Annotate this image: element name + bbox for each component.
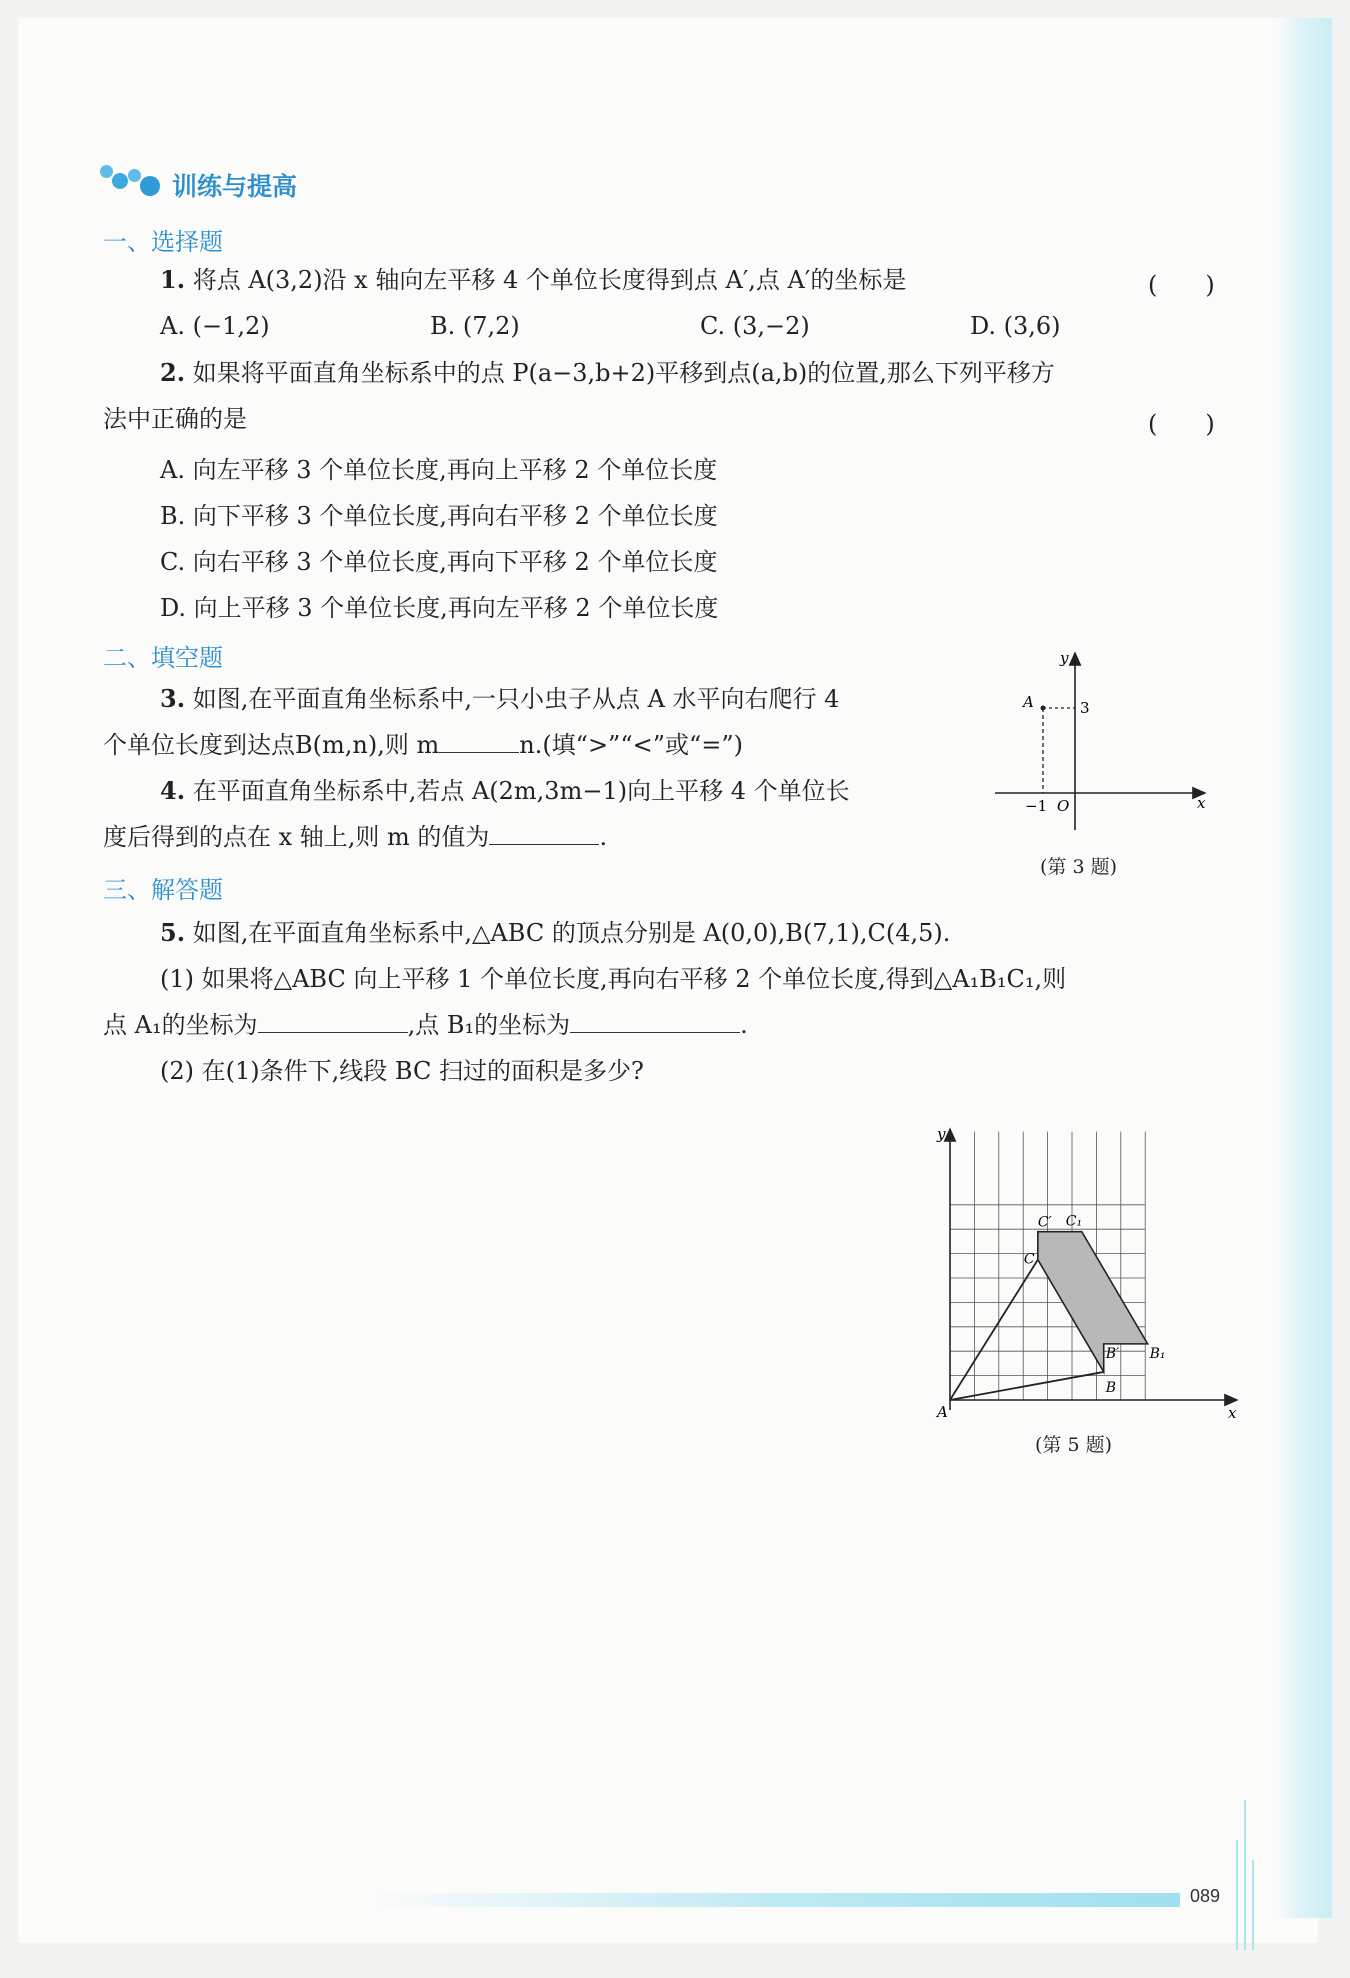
- q1-option-a: A. (−1,2): [160, 312, 270, 340]
- q5-text: [160, 918, 950, 948]
- q4-text-line2: [103, 822, 607, 852]
- q5-number: 5.: [160, 918, 186, 947]
- q3-label-3: 3: [1080, 699, 1090, 717]
- q5-figure-caption: (第 5 题): [1035, 1434, 1112, 1456]
- q5-part2: (2) 在(1)条件下,线段 BC 扫过的面积是多少?: [160, 1057, 644, 1085]
- section-answer-title: 三、解答题: [103, 876, 223, 904]
- q5-stem: 如图,在平面直角坐标系中,△ABC 的顶点分别是 A(0,0),B(7,1),C(4,5).: [192, 919, 951, 947]
- q5-a1-answer-blank[interactable]: [258, 1010, 408, 1033]
- q3-figure: [995, 645, 1215, 845]
- q3-figure-caption: (第 3 题): [1040, 856, 1117, 878]
- q4-answer-blank[interactable]: [489, 822, 599, 845]
- section-choice-title: 一、选择题: [103, 228, 223, 256]
- q2-stem-line1: 如果将平面直角坐标系中的点 P(a−3,b+2)平移到点(a,b)的位置,那么下列平移方: [192, 359, 1055, 387]
- q4-stem-line2a: 度后得到的点在 x 轴上,则 m 的值为: [103, 823, 490, 851]
- q5-part1-line2c: .: [740, 1011, 748, 1039]
- q5-label-b-prime: B′: [1105, 1345, 1120, 1362]
- q3-text-line2: [103, 730, 743, 760]
- q3-stem-line2b: n.(填“>”“<”或“=”): [519, 731, 743, 759]
- q3-label-a: A: [1023, 693, 1034, 711]
- page-number: 089: [1190, 1886, 1221, 1906]
- q2-option-b: B. 向下平移 3 个单位长度,再向右平移 2 个单位长度: [160, 502, 718, 530]
- q1-number: 1.: [160, 265, 186, 294]
- q5-label-c: C: [1023, 1251, 1035, 1268]
- q5-part1-line1: (1) 如果将△ABC 向上平移 1 个单位长度,再向右平移 2 个单位长度,得到△A₁B₁C₁,则: [160, 965, 1067, 993]
- q3-number: 3.: [160, 684, 186, 713]
- q1-answer-paren: ( ): [1148, 271, 1215, 299]
- q2-number: 2.: [160, 358, 186, 387]
- q3-point-a: [1041, 706, 1046, 711]
- q5-label-a: A: [937, 1403, 948, 1421]
- q5-part1-line2b: ,点 B₁的坐标为: [407, 1011, 571, 1039]
- q5-label-b: B: [1105, 1379, 1117, 1396]
- q5-label-x: x: [1228, 1404, 1237, 1422]
- q5-b1-answer-blank[interactable]: [570, 1010, 740, 1033]
- q2-text-line1: [160, 358, 1055, 388]
- q1-option-b: B. (7,2): [430, 312, 520, 340]
- q5-segment-ab: [950, 1372, 1104, 1400]
- q1-text: [160, 265, 906, 295]
- q3-text-line1: [160, 684, 839, 714]
- q3-stem-line2a: 个单位长度到达点B(m,n),则 m: [103, 731, 440, 759]
- q5-part1-line2: [103, 1010, 748, 1040]
- q5-label-c-prime: C′: [1037, 1214, 1052, 1231]
- decorative-side-strip: [1277, 18, 1332, 1918]
- decorative-bottom-strip: [370, 1893, 1180, 1907]
- q2-answer-paren: ( ): [1148, 410, 1215, 438]
- q5-label-b1: B₁: [1149, 1345, 1166, 1362]
- heading-title: 训练与提高: [172, 172, 298, 201]
- q2-option-d: D. 向上平移 3 个单位长度,再向左平移 2 个单位长度: [160, 594, 719, 622]
- section-fill-title: 二、填空题: [103, 644, 223, 672]
- q3-label-origin: O: [1057, 797, 1070, 815]
- q1-stem: 将点 A(3,2)沿 x 轴向左平移 4 个单位长度得到点 A′,点 A′的坐标是: [192, 266, 907, 294]
- q2-option-c: C. 向右平移 3 个单位长度,再向下平移 2 个单位长度: [160, 548, 718, 576]
- q5-label-c1: C₁: [1065, 1213, 1083, 1230]
- q5-part1-line2a: 点 A₁的坐标为: [103, 1011, 258, 1039]
- q3-label-neg1: −1: [1025, 797, 1048, 815]
- q5-label-y: y: [937, 1125, 946, 1143]
- q3-label-y: y: [1060, 649, 1069, 667]
- q1-option-d: D. (3,6): [970, 312, 1061, 340]
- q4-stem-line1: 在平面直角坐标系中,若点 A(2m,3m−1)向上平移 4 个单位长: [192, 777, 850, 805]
- q4-stem-line2b: .: [599, 823, 608, 851]
- q3-label-x: x: [1197, 794, 1206, 812]
- q2-option-a: A. 向左平移 3 个单位长度,再向上平移 2 个单位长度: [160, 456, 718, 484]
- q5-segment-ac: [950, 1260, 1038, 1400]
- q4-number: 4.: [160, 776, 186, 805]
- q3-stem-line1: 如图,在平面直角坐标系中,一只小虫子从点 A 水平向右爬行 4: [192, 685, 840, 713]
- q5-figure: [925, 1125, 1245, 1425]
- q1-option-c: C. (3,−2): [700, 312, 810, 340]
- q2-stem-line2: 法中正确的是: [103, 405, 247, 433]
- q3-answer-blank[interactable]: [439, 730, 519, 753]
- q4-text-line1: [160, 776, 850, 806]
